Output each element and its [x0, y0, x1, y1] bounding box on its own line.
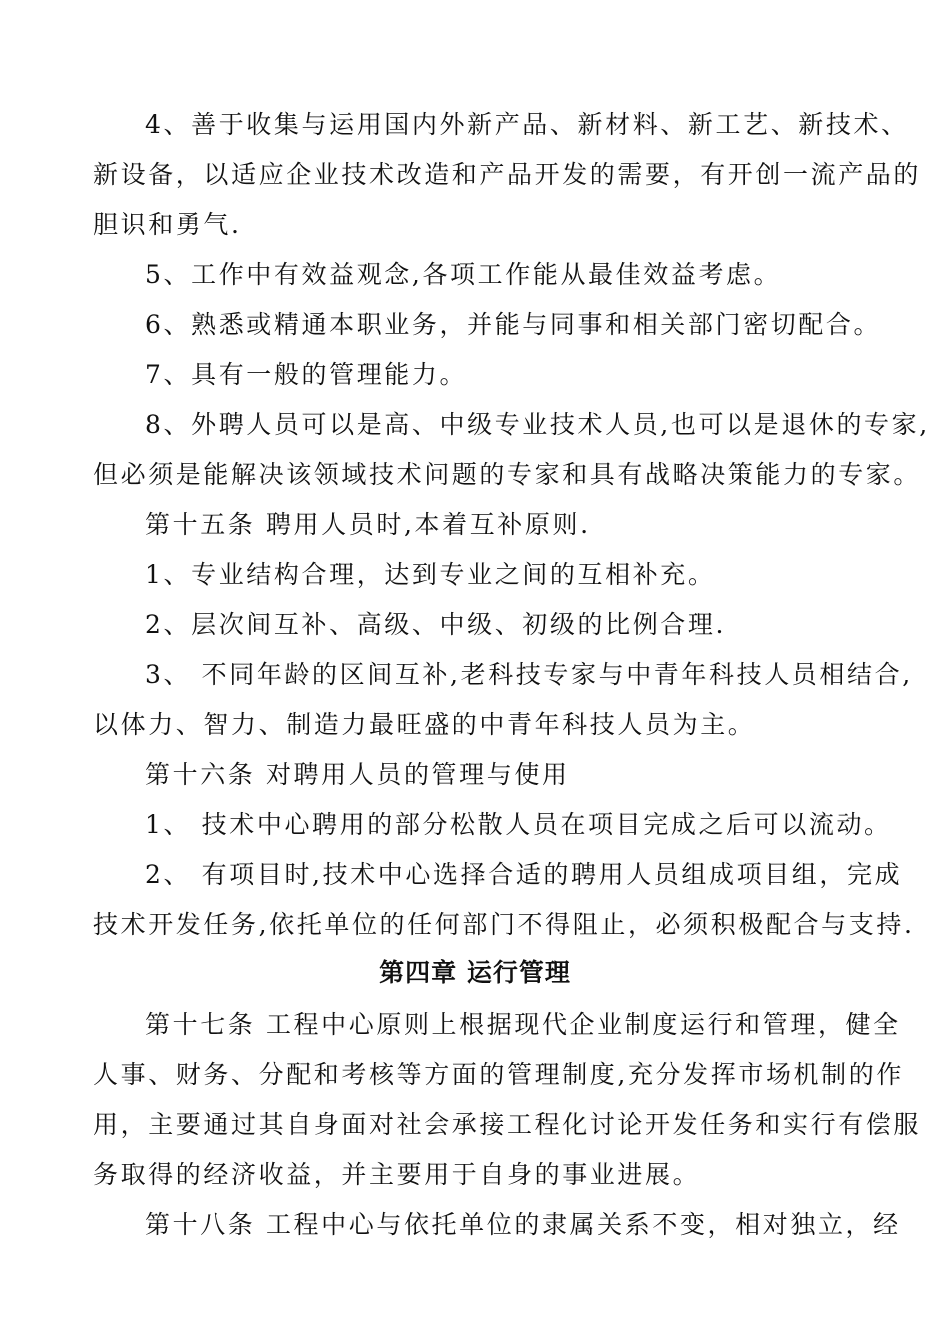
paragraph-line: 用，主要通过其自身面对社会承接工程化讨论开发任务和实行有偿服 — [93, 1110, 922, 1139]
paragraph-line: 5、工作中有效益观念,各项工作能从最佳效益考虑。 — [145, 260, 782, 289]
paragraph-line: 1、 技术中心聘用的部分松散人员在项目完成之后可以流动。 — [145, 810, 892, 839]
paragraph-line: 新设备，以适应企业技术改造和产品开发的需要，有开创一流产品的 — [93, 160, 922, 189]
paragraph-line: 2、层次间互补、高级、中级、初级的比例合理. — [145, 610, 727, 639]
paragraph-line: 7、具有一般的管理能力。 — [145, 360, 468, 389]
paragraph-line: 3、 不同年龄的区间互补,老科技专家与中青年科技人员相结合, — [145, 660, 913, 689]
paragraph-line: 以体力、智力、制造力最旺盛的中青年科技人员为主。 — [93, 710, 756, 739]
paragraph-line: 6、熟悉或精通本职业务，并能与同事和相关部门密切配合。 — [145, 310, 882, 339]
paragraph-line: 但必须是能解决该领域技术问题的专家和具有战略决策能力的专家。 — [93, 460, 922, 489]
paragraph-line: 技术开发任务,依托单位的任何部门不得阻止，必须积极配合与支持. — [93, 910, 915, 939]
paragraph-line: 1、专业结构合理，达到专业之间的互相补充。 — [145, 560, 716, 589]
chapter-heading: 第四章 运行管理 — [379, 958, 571, 987]
paragraph-line: 8、外聘人员可以是高、中级专业技术人员,也可以是退休的专家, — [145, 410, 930, 439]
paragraph-line: 人事、财务、分配和考核等方面的管理制度,充分发挥市场机制的作 — [93, 1060, 904, 1089]
article-title-line: 第十五条 聘用人员时,本着互补原则. — [145, 510, 591, 539]
paragraph-line: 4、善于收集与运用国内外新产品、新材料、新工艺、新技术、 — [145, 110, 909, 139]
paragraph-line: 第十八条 工程中心与依托单位的隶属关系不变，相对独立，经 — [145, 1210, 901, 1239]
paragraph-line: 务取得的经济收益，并主要用于自身的事业进展。 — [93, 1160, 701, 1189]
paragraph-line: 胆识和勇气. — [93, 210, 242, 239]
article-title-line: 第十六条 对聘用人员的管理与使用 — [145, 760, 570, 789]
paragraph-line: 2、 有项目时,技术中心选择合适的聘用人员组成项目组，完成 — [145, 860, 903, 889]
paragraph-line: 第十七条 工程中心原则上根据现代企业制度运行和管理，健全 — [145, 1010, 901, 1039]
